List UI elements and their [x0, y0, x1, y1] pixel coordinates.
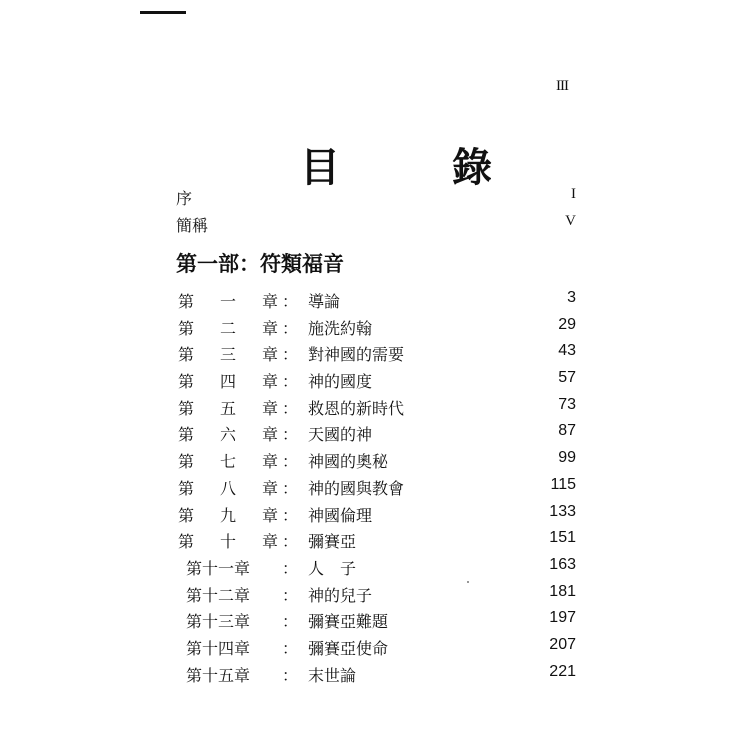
chapter-number-char: 章 [261, 505, 278, 525]
chapter-number-char: 六 [219, 425, 236, 445]
chapter-number-char: 一 [219, 292, 236, 311]
chapter-colon: ： [282, 345, 299, 365]
chapter-number [186, 636, 278, 659]
chapter-number [186, 556, 278, 579]
chapter-number-char: 第 [178, 318, 195, 338]
table-of-contents [178, 287, 578, 687]
chapter-number-char: 第 [178, 345, 195, 365]
toc-entry[interactable] [178, 581, 578, 608]
chapter-title: 神的國與教會 [308, 478, 405, 498]
chapter-colon: ： [282, 318, 299, 338]
chapter-number-char: 章 [261, 398, 278, 418]
chapter-colon: ： [282, 532, 299, 552]
chapter-title: 神國倫理 [308, 505, 373, 525]
chapter-number [178, 503, 278, 526]
front-matter-page: V [565, 213, 576, 229]
chapter-page: 197 [549, 609, 576, 627]
toc-entry[interactable] [178, 554, 578, 581]
chapter-title: 彌賽亞使命 [308, 638, 389, 658]
chapter-number-char: 第 [178, 425, 195, 445]
chapter-number-char: 章 [261, 478, 278, 498]
chapter-number-char: 第 [178, 398, 195, 418]
chapter-number-char: 五 [219, 398, 236, 418]
toc-entry[interactable] [178, 420, 578, 447]
toc-entry[interactable] [178, 394, 578, 421]
chapter-colon: ： [282, 612, 299, 632]
toc-entry[interactable] [178, 314, 578, 341]
chapter-number-char: 第十二章 [186, 585, 251, 605]
chapter-page: 151 [549, 529, 576, 547]
chapter-number-char: 章 [261, 532, 278, 552]
chapter-number-char: 章 [261, 425, 278, 445]
page-title: 目 錄 [300, 145, 528, 191]
chapter-colon: ： [282, 478, 299, 498]
toc-entry[interactable] [178, 474, 578, 501]
chapter-page: 57 [558, 369, 576, 387]
part-heading: 第一部：符類福音 [176, 252, 344, 276]
chapter-number [178, 289, 278, 312]
front-matter-page: I [571, 186, 576, 202]
chapter-page: 3 [567, 289, 576, 306]
toc-entry[interactable] [178, 447, 578, 474]
chapter-number [186, 663, 278, 686]
front-matter-label: 簡稱 [176, 216, 209, 235]
chapter-page: 73 [558, 395, 576, 413]
chapter-colon: ： [282, 665, 299, 685]
chapter-number [178, 422, 278, 445]
chapter-page: 163 [549, 555, 576, 573]
chapter-number-char: 第 [178, 452, 195, 472]
chapter-number-char: 章 [261, 372, 278, 392]
chapter-page: 29 [558, 315, 576, 333]
chapter-page: 87 [558, 422, 576, 440]
chapter-colon: ： [282, 398, 299, 418]
chapter-number-char: 第 [178, 505, 195, 525]
chapter-page: 43 [558, 342, 576, 360]
chapter-number-char: 九 [219, 505, 236, 525]
chapter-title: 神的兒子 [308, 585, 373, 605]
chapter-number [178, 316, 278, 339]
chapter-colon: ： [282, 292, 299, 311]
toc-entry[interactable] [178, 634, 578, 661]
toc-entry[interactable] [178, 661, 578, 688]
toc-entry[interactable] [178, 287, 578, 314]
chapter-colon: ： [282, 425, 299, 445]
chapter-number-char: 第 [178, 372, 195, 392]
chapter-colon: ： [282, 558, 299, 578]
chapter-number-char: 三 [219, 345, 236, 365]
chapter-page: 115 [550, 475, 576, 493]
chapter-title: 導論 [308, 292, 341, 311]
chapter-number-char: 第十三章 [186, 612, 251, 632]
chapter-title: 神的國度 [308, 372, 373, 392]
chapter-number-char: 章 [261, 292, 278, 311]
chapter-title: 彌賽亞難題 [308, 612, 389, 632]
chapter-colon: ： [282, 505, 299, 525]
chapter-number [178, 449, 278, 472]
chapter-number [178, 476, 278, 499]
chapter-title: 天國的神 [308, 425, 373, 445]
chapter-number [178, 396, 278, 419]
toc-entry[interactable] [178, 340, 578, 367]
chapter-page: 99 [558, 449, 576, 467]
toc-entry[interactable] [178, 367, 578, 394]
chapter-number-char: 七 [219, 452, 236, 472]
chapter-number-char: 第 [178, 532, 195, 552]
chapter-number-char: 第十一章 [186, 558, 251, 578]
chapter-page: 133 [549, 502, 576, 520]
toc-entry[interactable] [178, 607, 578, 634]
toc-entry[interactable] [178, 501, 578, 528]
chapter-title: 神國的奧秘 [308, 452, 389, 472]
chapter-title: 彌賽亞 [308, 532, 357, 552]
front-matter-label: 序 [176, 189, 193, 208]
chapter-colon: ： [282, 585, 299, 605]
chapter-title: 施洗約翰 [308, 318, 373, 338]
chapter-colon: ： [282, 372, 299, 392]
chapter-number-char: 八 [219, 478, 236, 498]
chapter-number-char: 章 [261, 318, 278, 338]
chapter-number [178, 342, 278, 365]
chapter-title: 救恩的新時代 [308, 398, 405, 418]
chapter-page: 221 [549, 662, 576, 680]
chapter-number-char: 章 [261, 452, 278, 472]
chapter-colon: ： [282, 452, 299, 472]
chapter-number-char: 第 [178, 292, 195, 311]
chapter-number [186, 583, 278, 606]
toc-entry[interactable] [178, 527, 578, 554]
chapter-title: 末世論 [308, 665, 357, 685]
chapter-number-char: 四 [219, 372, 236, 392]
chapter-number-char: 第 [178, 478, 195, 498]
chapter-number-char: 第十五章 [186, 665, 251, 685]
chapter-colon: ： [282, 638, 299, 658]
chapter-number [186, 609, 278, 632]
chapter-number-char: 十 [219, 532, 236, 552]
page-number: III [556, 78, 568, 94]
chapter-page: 207 [549, 635, 576, 653]
front-matter-preface[interactable] [176, 186, 576, 210]
print-speck [467, 581, 469, 583]
top-rule [140, 11, 186, 14]
chapter-number-char: 第十四章 [186, 638, 251, 658]
chapter-number [178, 529, 278, 552]
chapter-number-char: 章 [261, 345, 278, 365]
chapter-page: 181 [549, 582, 576, 600]
front-matter-abbreviations[interactable] [176, 213, 576, 237]
chapter-number-char: 二 [219, 318, 236, 338]
chapter-title: 人 子 [308, 558, 357, 578]
chapter-title: 對神國的需要 [308, 345, 405, 365]
chapter-number [178, 369, 278, 392]
